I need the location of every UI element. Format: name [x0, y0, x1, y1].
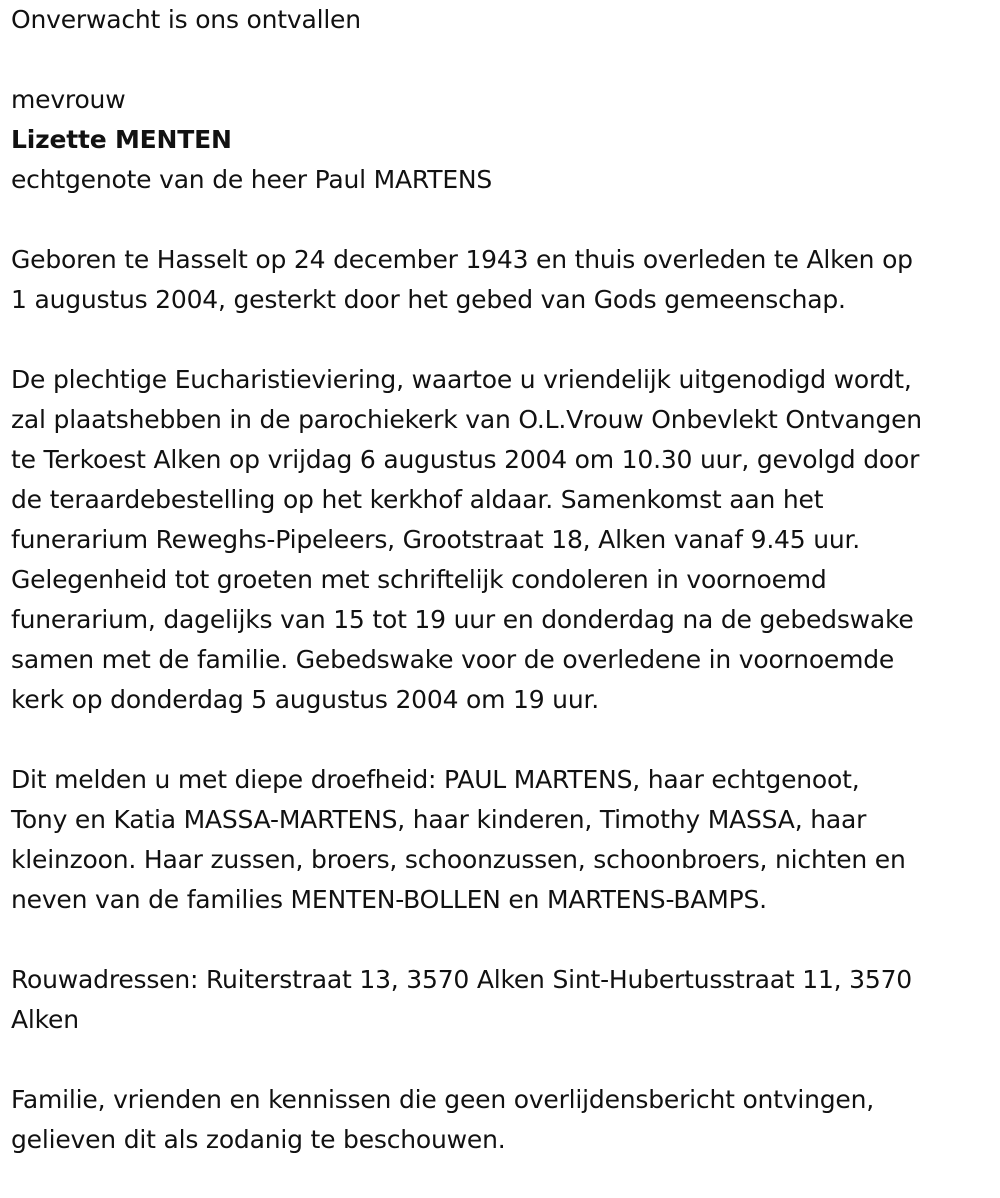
paragraph-line: de teraardebestelling op het kerkhof aldaar. Samenkomst aan het: [11, 485, 824, 514]
paragraph-line: Familie, vrienden en kennissen die geen overlijdensbericht ontvingen,: [11, 1085, 875, 1114]
birth-death-paragraph: [11, 240, 996, 320]
spacer: [11, 320, 996, 360]
paragraph-line: funerarium, dagelijks van 15 tot 19 uur en donderdag na de gebedswake: [11, 605, 914, 634]
paragraph-line: Tony en Katia MASSA-MARTENS, haar kinderen, Timothy MASSA, haar: [11, 805, 867, 834]
paragraph-line: zal plaatshebben in de parochiekerk van O.L.Vrouw Onbevlekt Ontvangen: [11, 405, 922, 434]
paragraph-line: Rouwadressen: Ruiterstraat 13, 3570 Alken Sint-Hubertusstraat 11, 3570: [11, 965, 913, 994]
paragraph-line: kleinzoon. Haar zussen, broers, schoonzussen, schoonbroers, nichten en: [11, 845, 906, 874]
paragraph-line: 1 augustus 2004, gesterkt door het gebed van Gods gemeenschap.: [11, 285, 846, 314]
closing-paragraph: [11, 1080, 996, 1160]
paragraph-line: samen met de familie. Gebedswake voor de overledene in voornoemde: [11, 645, 895, 674]
paragraph-line: Gelegenheid tot groeten met schriftelijk condoleren in voornoemd: [11, 565, 827, 594]
paragraph-line: kerk op donderdag 5 augustus 2004 om 19 uur.: [11, 685, 600, 714]
paragraph-line: Alken: [11, 1005, 79, 1034]
family-paragraph: [11, 760, 996, 920]
deceased-name: Lizette MENTEN: [11, 125, 232, 154]
paragraph-line: te Terkoest Alken op vrijdag 6 augustus 2004 om 10.30 uur, gevolgd door: [11, 445, 920, 474]
paragraph-line: De plechtige Eucharistieviering, waartoe u vriendelijk uitgenodigd wordt,: [11, 365, 912, 394]
paragraph-line: Geboren te Hasselt op 24 december 1943 en thuis overleden te Alken op: [11, 245, 913, 274]
spacer: [11, 1040, 996, 1080]
ceremony-paragraph: [11, 360, 996, 720]
paragraph-line: Dit melden u met diepe droefheid: PAUL MARTENS, haar echtgenoot,: [11, 765, 860, 794]
paragraph-line: neven van de families MENTEN-BOLLEN en MARTENS-BAMPS.: [11, 885, 767, 914]
spouse-line: echtgenote van de heer Paul MARTENS: [11, 165, 493, 194]
spacer: [11, 920, 996, 960]
addresses-paragraph: [11, 960, 996, 1040]
paragraph-line: funerarium Reweghs-Pipeleers, Grootstraat 18, Alken vanaf 9.45 uur.: [11, 525, 861, 554]
spacer: [11, 40, 996, 80]
death-notice: [11, 0, 996, 1160]
notice-heading: Onverwacht is ons ontvallen: [11, 5, 361, 34]
paragraph-line: gelieven dit als zodanig te beschouwen.: [11, 1125, 506, 1154]
spacer: [11, 720, 996, 760]
salutation: mevrouw: [11, 85, 126, 114]
spacer: [11, 200, 996, 240]
